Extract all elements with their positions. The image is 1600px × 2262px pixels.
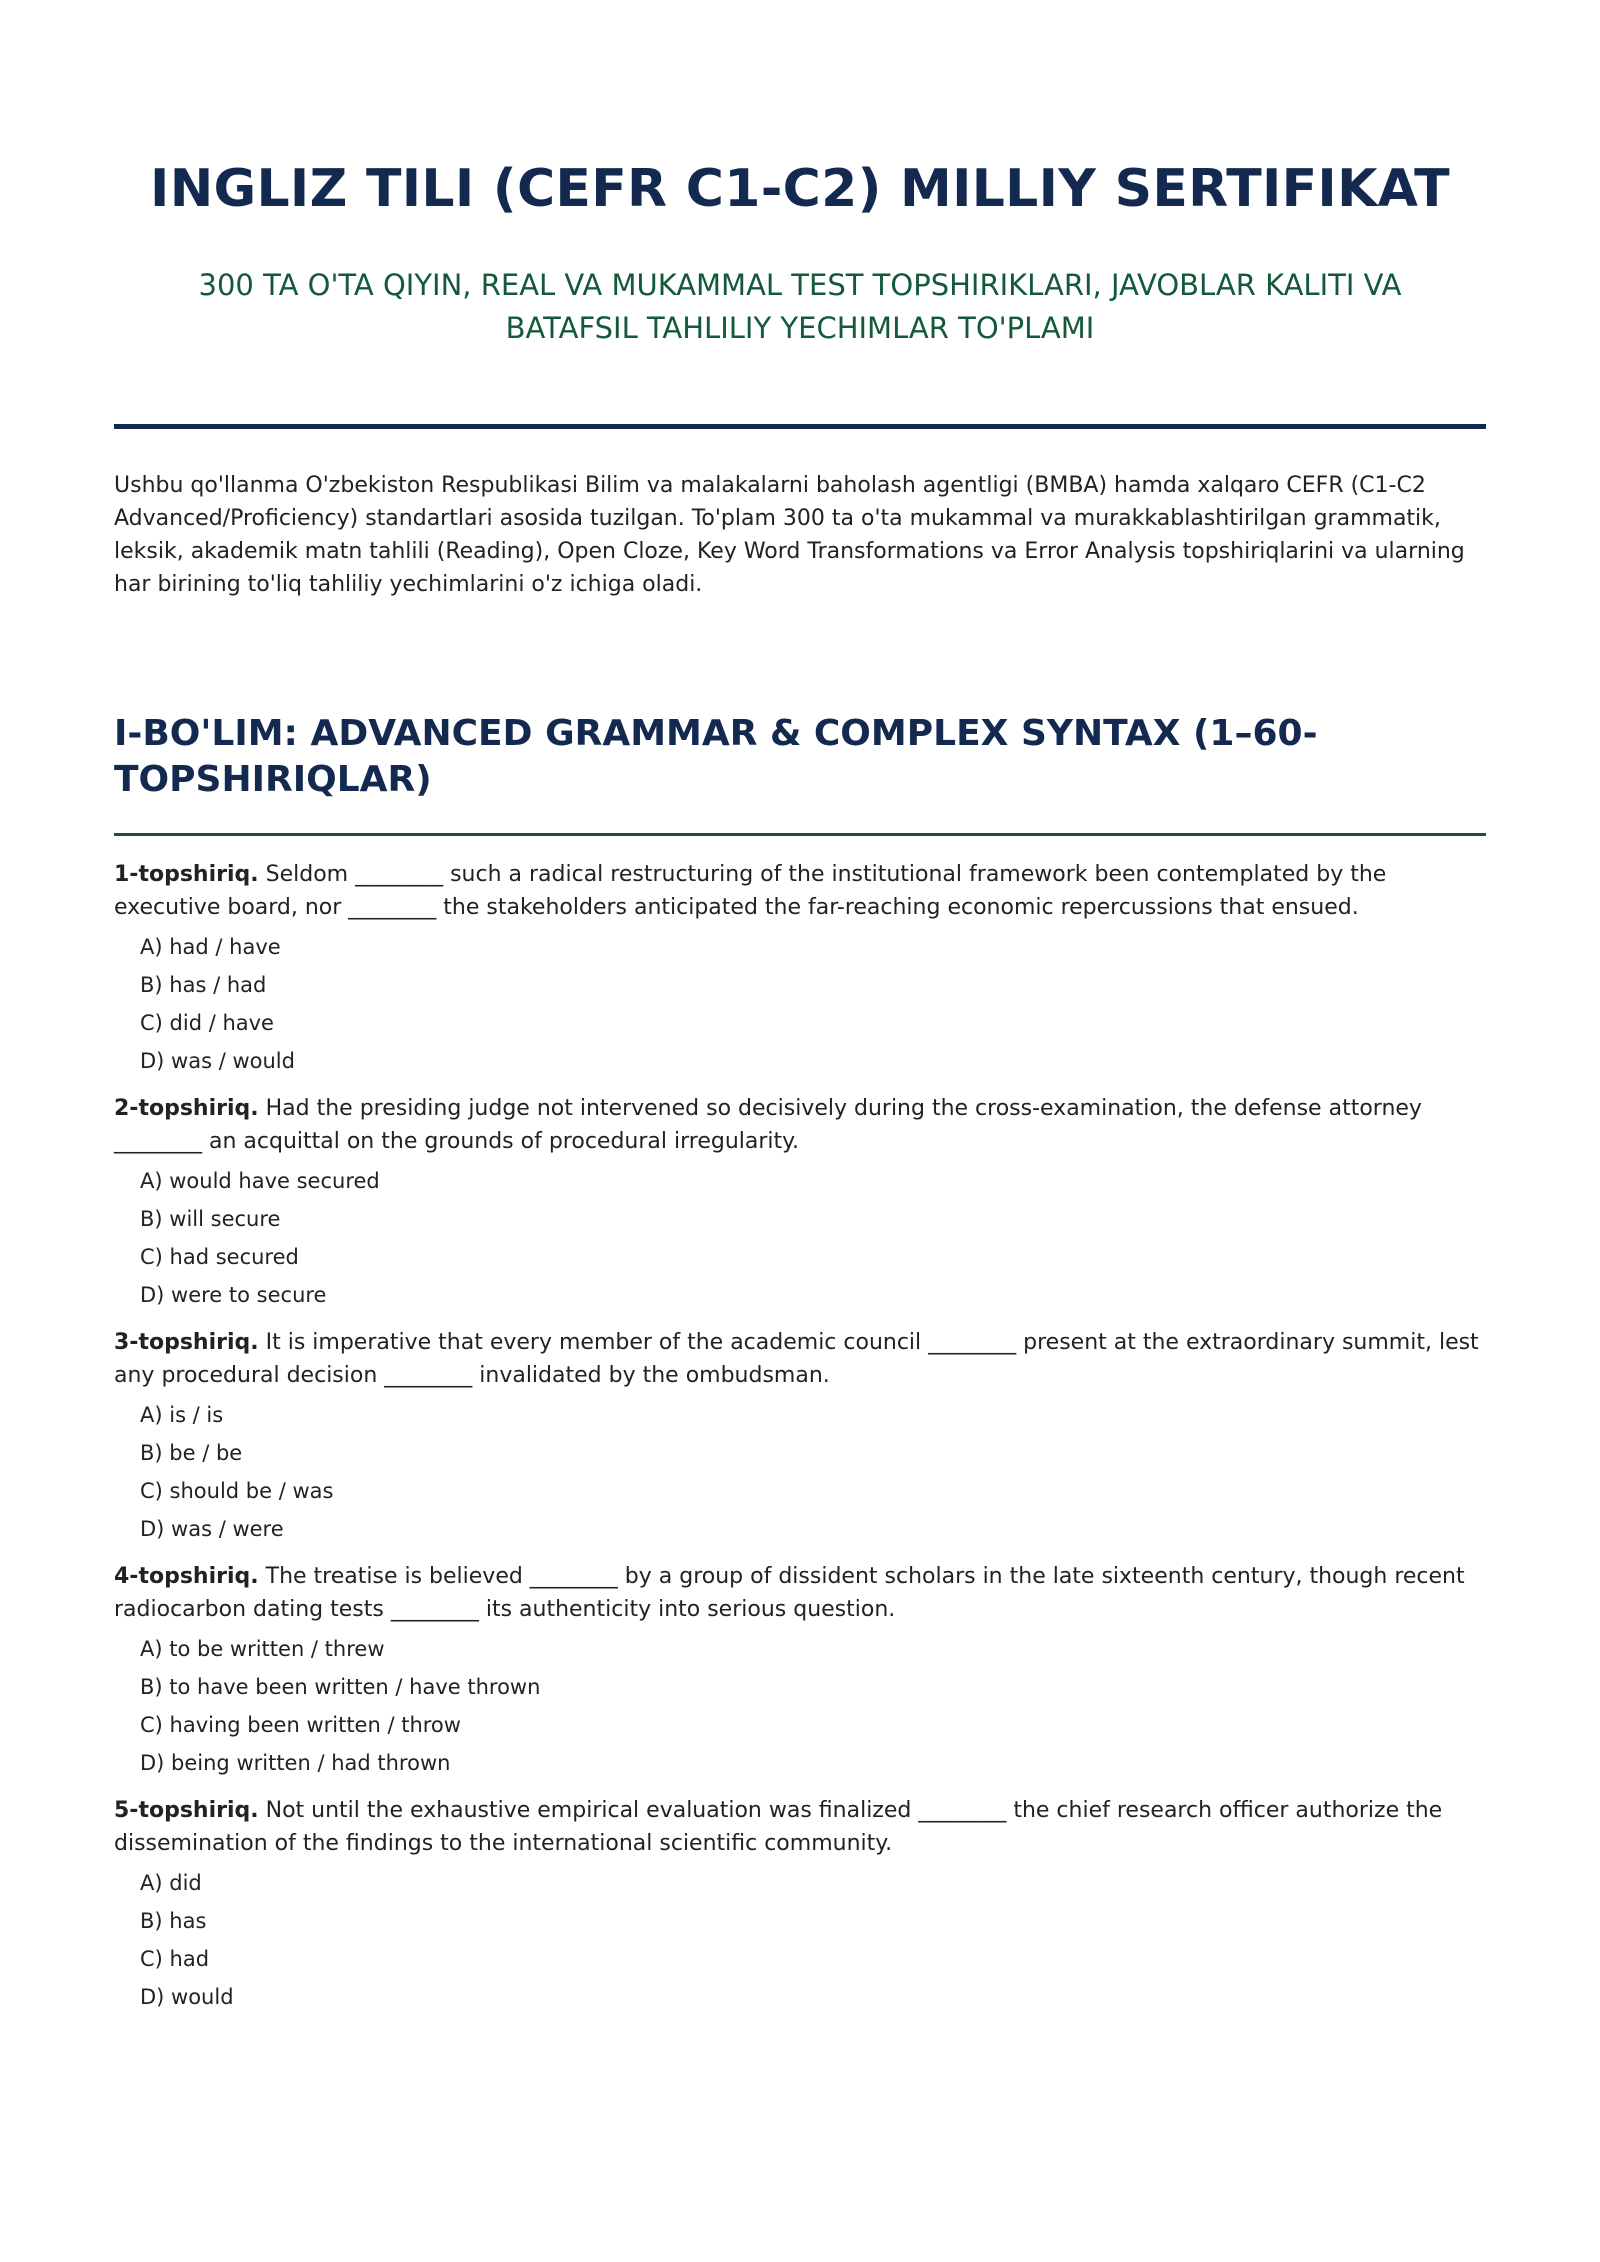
title-divider (114, 424, 1486, 429)
document-subtitle: 300 TA O'TA QIYIN, REAL VA MUKAMMAL TEST TOPSHIRIKLARI, JAVOBLAR KALITI VA BATAFSIL TAHLILIY YECHIMLAR TO'PLAMI (198, 268, 1402, 345)
question-body: Not until the exhaustive empirical evaluation was finalized ________ the chief research officer authorize the dissemination of the findings to the international scientific community. (114, 1798, 1443, 1856)
question-1 (114, 858, 1486, 1074)
option-a: A) is / is (140, 1403, 224, 1427)
question-label: 2-topshiriq. (114, 1096, 259, 1121)
question-body: It is imperative that every member of the academic council ________ present at the extraordinary summit, lest any procedural decision ________ invalidated by the ombudsman. (114, 1330, 1479, 1388)
section-heading: I-BO'LIM: ADVANCED GRAMMAR & COMPLEX SYNTAX (1–60-TOPSHIRIQLAR) (114, 713, 1318, 800)
option-b: B) has / had (140, 973, 267, 997)
option-d: D) was / were (140, 1517, 284, 1541)
option-c: C) had (140, 1947, 210, 1971)
question-text (114, 1326, 1486, 1392)
answer-options (114, 1870, 1486, 2010)
intro-paragraph: Ushbu qo'llanma O'zbekiston Respublikasi Bilim va malakalarni baholash agentligi (BMBA) hamda xalqaro CEFR (C1-C2 Advanced/Proficiency) standartlari asosida tuzilgan. To'plam 300 ta o'ta mukammal va murakkablashtirilgan grammatik, leksik, akademik matn tahlili (Reading), Open Cloze, Key Word Transformations va Error Analysis topshiriqlarini va ularning har birining to'liq tahliliy yechimlarini o'z ichiga oladi. (114, 473, 1465, 597)
answer-options (114, 1402, 1486, 1542)
option-b: B) has (140, 1909, 207, 1933)
option-c: C) having been written / throw (140, 1713, 461, 1737)
answer-options (114, 1636, 1486, 1776)
document-title: INGLIZ TILI (CEFR C1-C2) MILLIY SERTIFIKAT (150, 159, 1450, 219)
option-c: C) did / have (140, 1011, 274, 1035)
question-body: The treatise is believed ________ by a group of dissident scholars in the late sixteenth century, though recent radiocarbon dating tests ________ its authenticity into serious question. (114, 1564, 1465, 1622)
option-a: A) did (140, 1871, 202, 1895)
question-text (114, 1560, 1486, 1626)
question-label: 1-topshiriq. (114, 862, 259, 887)
question-label: 4-topshiriq. (114, 1564, 259, 1589)
answer-options (114, 934, 1486, 1074)
option-d: D) were to secure (140, 1283, 327, 1307)
question-text (114, 1794, 1486, 1860)
option-a: A) would have secured (140, 1169, 380, 1193)
option-b: B) to have been written / have thrown (140, 1675, 541, 1699)
question-4 (114, 1560, 1486, 1776)
question-list (114, 858, 1486, 2010)
option-c: C) had secured (140, 1245, 299, 1269)
option-a: A) to be written / threw (140, 1637, 385, 1661)
option-d: D) would (140, 1985, 234, 2009)
question-body: Seldom ________ such a radical restructuring of the institutional framework been contemplated by the executive board, nor ________ the stakeholders anticipated the far-reaching economic repercussions that ensued. (114, 862, 1387, 920)
option-b: B) will secure (140, 1207, 281, 1231)
question-3 (114, 1326, 1486, 1542)
section-divider (114, 833, 1486, 836)
option-c: C) should be / was (140, 1479, 334, 1503)
option-d: D) was / would (140, 1049, 295, 1073)
question-2 (114, 1092, 1486, 1308)
question-body: Had the presiding judge not intervened so decisively during the cross-examination, the defense attorney ________ an acquittal on the grounds of procedural irregularity. (114, 1096, 1422, 1154)
option-d: D) being written / had thrown (140, 1751, 451, 1775)
option-a: A) had / have (140, 935, 281, 959)
option-b: B) be / be (140, 1441, 243, 1465)
question-5 (114, 1794, 1486, 2010)
answer-options (114, 1168, 1486, 1308)
question-label: 3-topshiriq. (114, 1330, 259, 1355)
question-text (114, 1092, 1486, 1158)
question-label: 5-topshiriq. (114, 1798, 259, 1823)
question-text (114, 858, 1486, 924)
